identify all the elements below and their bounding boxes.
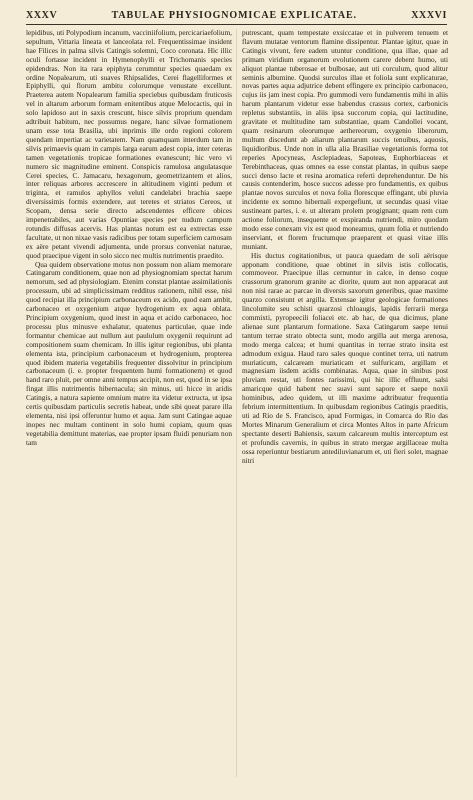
right-page-number: XXXVI [411, 9, 447, 21]
right-paragraph-1: putrescant, quam tempestate exsiccatae et in pulverem tenuem et flavum mutatae ventorum flamine dissipentur. Plantae igitur, quae in Catingis vivunt, fere eadem utuntur conditione, qua illae, quae ad primam viridium organorum evolutionem carere debent humo, uti aliquot plantae tuberosae et bulbosae, aut uti corculum, quod alitur seminis albumine. Quodsi surculos illae et foliola sunt explicaturae, novas partes aqua adjutrice debent effingere ex principio carbonaceo, cujus iis jam inest copia. Pro gummodi vero fundamentis mihi in aliis harum plantarum videtur esse habendus crassus cortex, carbonicis repletus substantiis, in aliis ipsa succorum copia, qui lactitudine, gravitate et multitudine tam substantiae, quam Candollei vocant, quam resinarum oleorumque aethereorum, oxygenio liberorum, multum discedunt ab aliarum plantarum succis tenuibus, aquosis, liquidioribus. Unde non in ulla alia Brasiliae vegetationis forma tot reperies Apocyneas, Asclepiadeas, Sapoteas, Euphorbiaceas et Terebinthaceas, quas omnes ea esse constat plantas, in quibus saepe succi denso lacte et resina aromatica referti deprehenduntur. De his causis contenderim, hosce succos adesse pro fundamentis, ex quibus plantae novos surculos et nova folia florescque effingant, ubi pluvia incidente ex somno hibernali expergefiunt, ut secundas quasi vitae sustineant partes, i. e. ut alteram prolem progignant; quam rem cum actione foliorum, insequente et exspiranda nutriendi, miro quodam modo esse conexam vix est quod moneamus, quum folia et nutriendo inserviant, et florem fructumque praeparent et quasi vitae illis muniant. [242, 29, 448, 251]
header-rule [26, 24, 447, 25]
left-text-column [26, 29, 232, 789]
left-page-number: XXXV [26, 9, 58, 21]
left-paragraph-1: lepidibus, uti Polypodium incanum, vacciniifolium, percicariaefolium, sepultum, Vittaria lineata et lanceolata rel. Frequentissimae insident hae Filices in palma silvis Catingis solemni, Coco coronata. Hic illic oculi fortasse incident in Hymenophylli et Trichomanis species epidendras. Non ita rara epiphyta cerumntur species quaedam ex ordine Nopalearum, uti suaves Rhipsalides, Cerei flagelliformes et Epiphylli, qui florum ambitu colorumque venustate excellunt. Praeterea autem Nopalearum familia speciebus quibusdam fruticosis vel in altarum arborum formam enitentibus atque Melocactis, qui in solo lapidoso aut in saxis crescunt, hisce silvis proprium quendam adtribuit habitum, nec possumus negare, hanc silvae formationem unam esse tota Brasilia, ubi inprimis ille ordo regioni colorem quendam impertiat ac varietatem. Nam quamquam interdum tam in silvis primaevis quam in campis larga earum adest copia, inter ceteras tamen vegetationis tropicae formationes evanescunt; hic vero vi numero sic magnitudine eminent. Conspicis ramulosa angulatasque Cerei species, C. Jamacaru, hexagonum, geometrizantem et alios, inter reliquas arbores accrescere in altitudinem viginti pedum et triginta, et ramulos aphyllos veluti candelabri brachia saepe diversissimis formis extendere, aut teretes et striatos Cereos, ut Scopam, densa serie directo adscendentes efficere obices impenetrabiles, aut varias Opuntiae species per nudum campum rotundis diffusas acervis. Has plantas notum est ea extrectas esse facultate, ut non nixae vasis radicibus per totam superficiem carnosam ex aëre petant vivendi adjumenta, unde prorsus conveniat naturae, quod praecipue vigent in solo sicco nec multis nutrimentis praedito. [26, 29, 232, 260]
running-title: TABULAE PHYSIOGNOMICAE EXPLICATAE. [111, 9, 357, 21]
right-paragraph-2: His ductus cogitationibus, ut pauca quaedam de soli aërisque apponam conditione, quae obtinet in silvis istis collocatis, commoveor. Praecipue illas cernuntur in calce, in denso coque crassorum granorum granite ac diorite, quum aut non apparacat aut non nisi rarae ac parcae in diversis saxorum generibus, quae maxime quarzo consistunt et argilla. Extensae igitur geologicae formationes lincolumite seu schisti quarzosi chloaugis, lapidis ferrarii merga commixti, pyropeecili foliacei etc. ab hac, de qua dicimus, plane alienae sunt plantarum formatione. Saxa Catingarum saepe tenui tantum terrae strato obtecta sunt, modo argilla aut merga arenosa, modo merga calcea; et humi quantitas in terrae strato insita est admodum exigua. Haud raro sales quoque continet terra, uti natrum muriaticum, calcaream muriaticam et sulfuricam, argillam et magnesiam iisdem acidis combinatas. Aqua, quae in sinibus post pluviam restat, uti fontes rarissimi, qui hic illic effluunt, salsi amaricque quid habent nec suavi sunt sapore et saepe noxii hominibus, adeo quidem, ut illi maxime adtribuatur frequentia febrium intermittentium. In quibusdam regionibus Catingis praeditis, uti ad Rio de S. Francisco, apud Formigas, in Comarca do Rio das Mortes Minarum Generalium et circa Montes Altos in parte Africum spectante deserti Bahiensis, saxum calcareum multis interceptum est et profundis cavernis, in quibus in strato mergae argillaceae multa ossa reperiuntur bestiarum antediluvianarum et, uti fieri solet, magnae nitri [242, 250, 448, 465]
right-text-column [242, 29, 448, 789]
column-gutter [236, 29, 237, 777]
running-header [26, 8, 447, 22]
left-paragraph-2: Qua quidem observatione motus non possum non aliam memorare Catingarum conditionem, quae non ad physiognomiam spectat harum nemorum, sed ad physiologiam. Etenim constat plantae assimilationis processum, ubi ad simplicissimam redditus rationem, nihil esse, nisi quod recipiat illa principium carbonaceum ex acido, quod eam ambit, carbonaceo et oxygenium atque hydrogenium ex aqua oblata. Principium oxygenium, quod inest in aqua et acido carbonaceo, hoc processu plus minusve exhalatur, quatenus particulae, quae inde formantur chemicae aut nullum aut paululum oxygenii requirunt ad compositionem suam chemicam. In illis igitur regionibus, ubi planta elementa ista, principium carbonaceum et hydrogenium, propterea quod ibidem materia vegetabilis frequenter dissolvitur in principium carbonaceum (i. e. propter frequentem humi formationem) et quod hand raro pluit, per omne anni tempus accipit, non est, quod in se ipsa fingat illis nutrimentis hibernacula; sin minus, uti hicce in aridis Catingis, a natura sapiente omnium matre ita videtur extructa, ut ipsa certis quibusdam particulis secretis habeat, unde sibi queat parare illa elementa, nisi ipsi offeruntur humo et aqua. Jam sunt Catingae aquae inopes nec multam continent in solo humi copiam, quum quas vegetabilia demittunt materias, eae propter ipsam fluidi penuriam non tam [26, 259, 232, 447]
